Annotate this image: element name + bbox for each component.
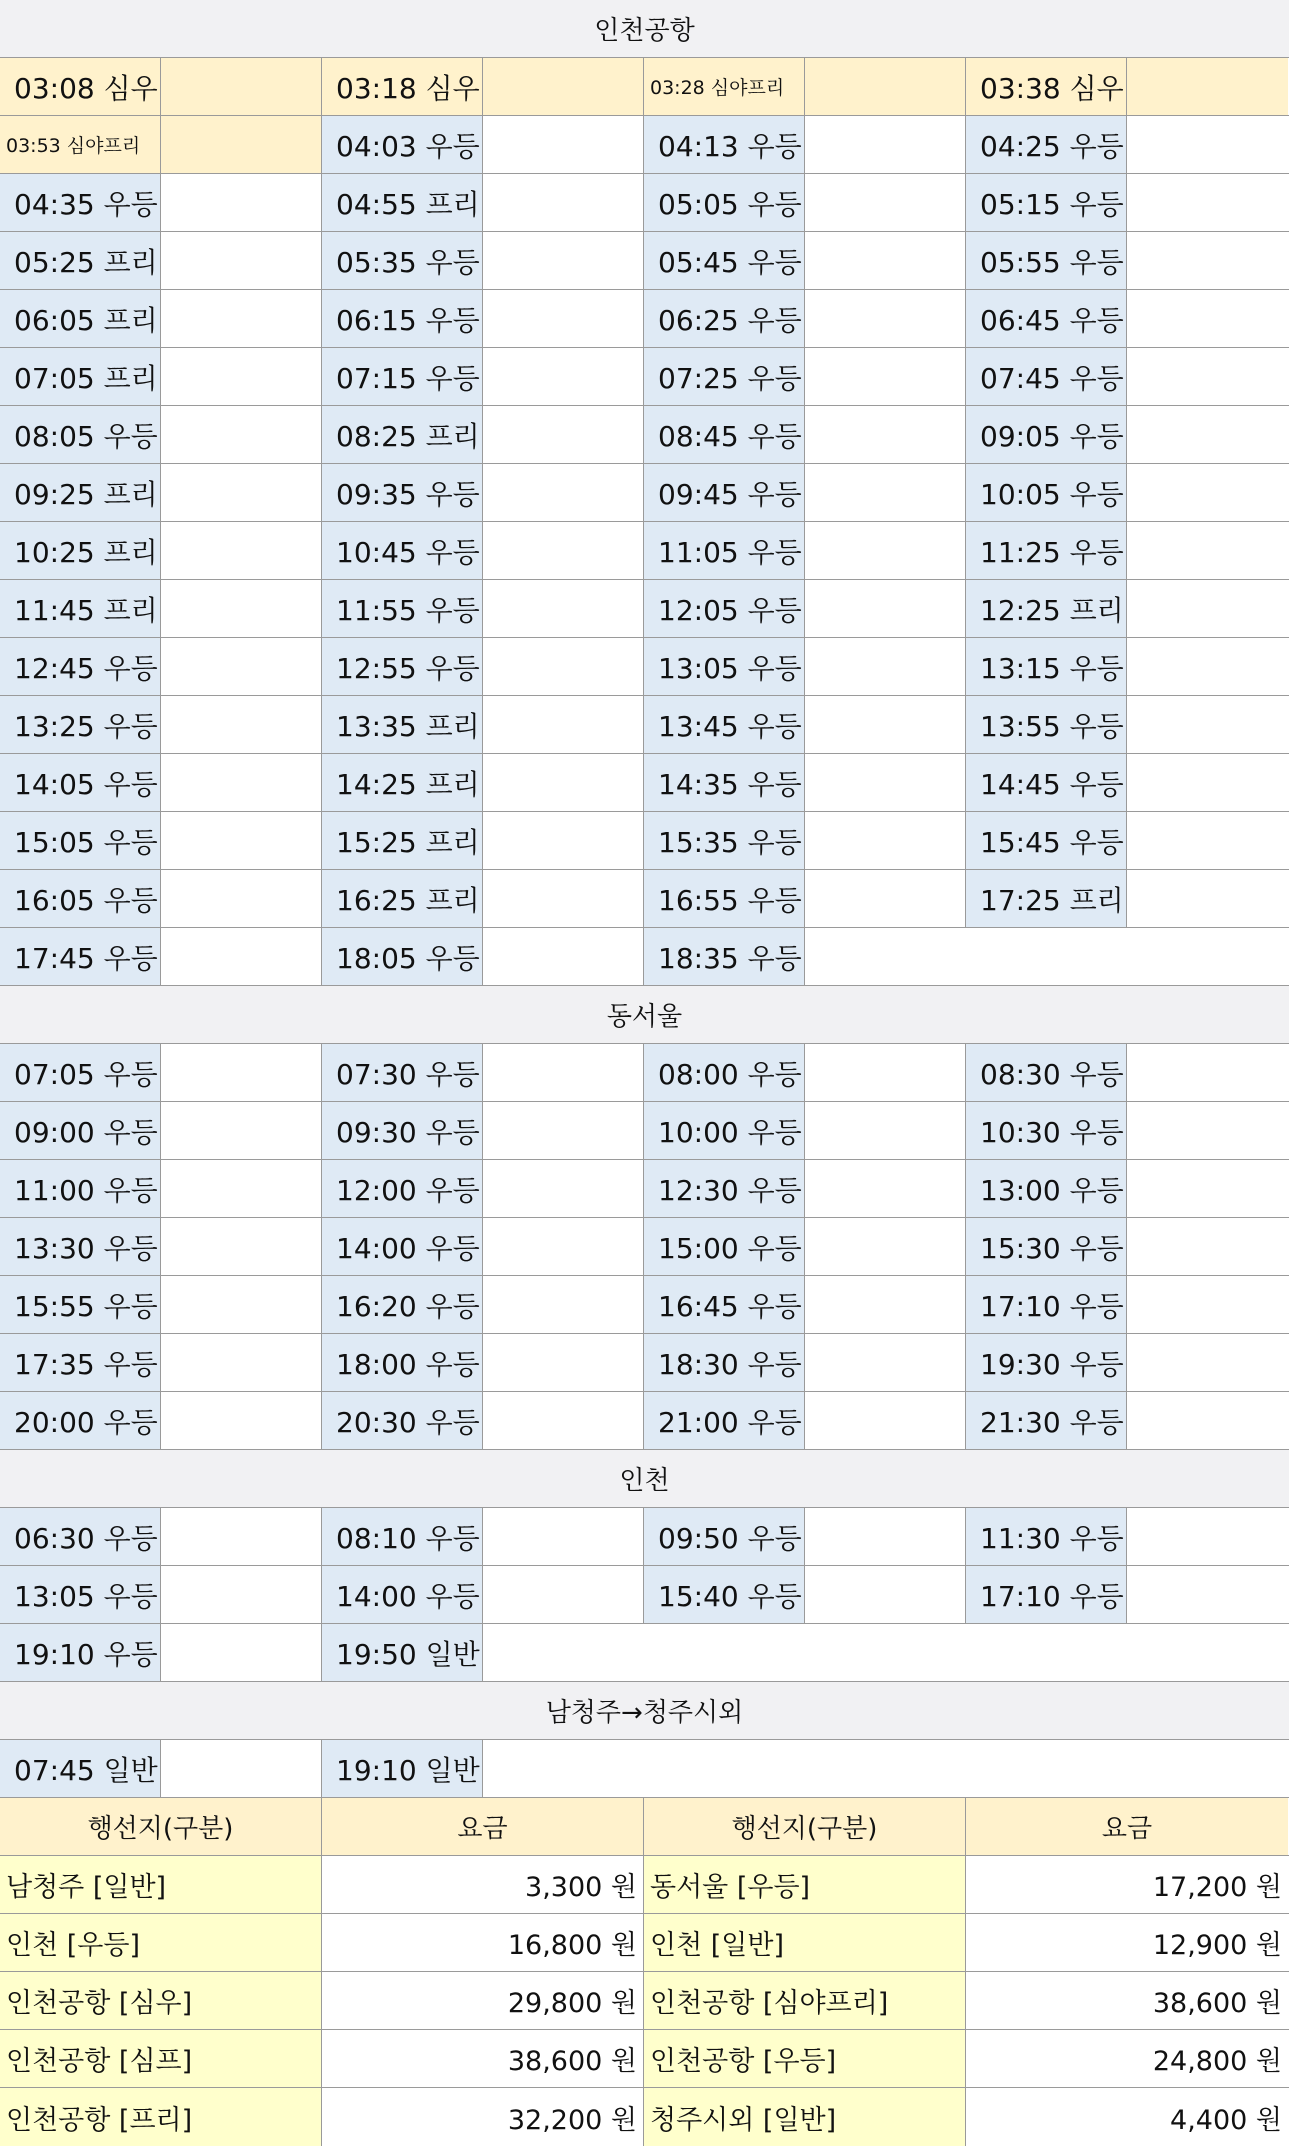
- empty-cell: [483, 406, 644, 463]
- departure-time: 15:40 우등: [644, 1566, 805, 1623]
- empty-cell: [483, 696, 644, 753]
- departure-time: 08:10 우등: [322, 1508, 483, 1565]
- departure-time: 15:35 우등: [644, 812, 805, 869]
- departure-time: 14:00 우등: [322, 1218, 483, 1275]
- section-title: 인천: [619, 1466, 670, 1496]
- fare-price: 4,400 원: [966, 2088, 1288, 2146]
- departure-time: 15:45 우등: [966, 812, 1127, 869]
- empty-cell: [161, 580, 322, 637]
- empty-cell: [161, 1392, 322, 1449]
- departure-time: 17:25 프리: [966, 870, 1127, 927]
- fare-destination: 인천 [우등]: [0, 1914, 322, 1971]
- schedule-row: [0, 1740, 1289, 1798]
- empty-cell: [805, 1276, 966, 1333]
- empty-cell: [161, 290, 322, 347]
- departure-time: 04:13 우등: [644, 116, 805, 173]
- departure-time: 04:55 프리: [322, 174, 483, 231]
- departure-time: 13:30 우등: [0, 1218, 161, 1275]
- fare-price: 16,800 원: [322, 1914, 644, 1971]
- fare-column-header-destination: 행선지(구분): [0, 1798, 322, 1855]
- empty-cell: [483, 1276, 644, 1333]
- departure-time: 13:05 우등: [644, 638, 805, 695]
- departure-time: 05:05 우등: [644, 174, 805, 231]
- departure-time: 12:00 우등: [322, 1160, 483, 1217]
- schedule-row: [0, 928, 1289, 986]
- departure-time: 09:30 우등: [322, 1102, 483, 1159]
- empty-cell: [1127, 1044, 1288, 1101]
- empty-cell: [483, 1392, 644, 1449]
- departure-time: 13:25 우등: [0, 696, 161, 753]
- fare-column-header-price: 요금: [966, 1798, 1288, 1855]
- empty-cell: [161, 1102, 322, 1159]
- departure-time: 11:45 프리: [0, 580, 161, 637]
- empty-cell: [161, 522, 322, 579]
- empty-cell: [805, 406, 966, 463]
- empty-cell: [805, 348, 966, 405]
- empty-cell: [161, 1276, 322, 1333]
- departure-time: 19:50 일반: [322, 1624, 483, 1681]
- departure-time: 14:35 우등: [644, 754, 805, 811]
- empty-cell: [483, 812, 644, 869]
- empty-cell: [1127, 1392, 1288, 1449]
- empty-cell: [1127, 696, 1288, 753]
- departure-time: 11:30 우등: [966, 1508, 1127, 1565]
- departure-time: 14:05 우등: [0, 754, 161, 811]
- fare-row: [0, 2030, 1289, 2088]
- schedule-row: [0, 1334, 1289, 1392]
- departure-time: 05:25 프리: [0, 232, 161, 289]
- departure-time: 03:18 심우: [322, 58, 483, 115]
- departure-time: 11:55 우등: [322, 580, 483, 637]
- empty-cell: [161, 812, 322, 869]
- departure-time: 19:30 우등: [966, 1334, 1127, 1391]
- fare-destination: 인천공항 [우등]: [644, 2030, 966, 2087]
- departure-time: 05:15 우등: [966, 174, 1127, 231]
- schedule-row: [0, 348, 1289, 406]
- empty-cell: [805, 1102, 966, 1159]
- departure-time: 10:30 우등: [966, 1102, 1127, 1159]
- empty-cell: [483, 580, 644, 637]
- fare-destination: 인천공항 [심프]: [0, 2030, 322, 2087]
- empty-cell: [805, 1508, 966, 1565]
- departure-time: 06:30 우등: [0, 1508, 161, 1565]
- empty-cell: [805, 812, 966, 869]
- empty-cell: [161, 58, 322, 115]
- empty-cell: [805, 464, 966, 521]
- section-header-incheon-airport: [0, 0, 1289, 58]
- departure-time: 05:55 우등: [966, 232, 1127, 289]
- departure-time: 04:03 우등: [322, 116, 483, 173]
- empty-cell: [805, 232, 966, 289]
- schedule-row: [0, 464, 1289, 522]
- departure-time: 07:05 우등: [0, 1044, 161, 1101]
- empty-cell: [483, 928, 644, 985]
- departure-time: 12:05 우등: [644, 580, 805, 637]
- departure-time: 17:35 우등: [0, 1334, 161, 1391]
- departure-time: 13:00 우등: [966, 1160, 1127, 1217]
- departure-time: 09:25 프리: [0, 464, 161, 521]
- departure-time: 17:10 우등: [966, 1276, 1127, 1333]
- empty-cell: [1127, 1218, 1288, 1275]
- departure-time: 17:45 우등: [0, 928, 161, 985]
- empty-cell: [1127, 1276, 1288, 1333]
- departure-time: 15:30 우등: [966, 1218, 1127, 1275]
- empty-cell: [161, 1044, 322, 1101]
- fare-price: 32,200 원: [322, 2088, 644, 2146]
- fare-price: 38,600 원: [966, 1972, 1288, 2029]
- departure-time: 19:10 우등: [0, 1624, 161, 1681]
- departure-time: 10:45 우등: [322, 522, 483, 579]
- section-header-dong-seoul: [0, 986, 1289, 1044]
- fare-column-header-price: 요금: [322, 1798, 644, 1855]
- empty-cell: [1127, 1334, 1288, 1391]
- departure-time: 04:25 우등: [966, 116, 1127, 173]
- schedule-row: [0, 58, 1289, 116]
- departure-time: 04:35 우등: [0, 174, 161, 231]
- schedule-row: [0, 522, 1289, 580]
- departure-time: 09:50 우등: [644, 1508, 805, 1565]
- schedule-row: [0, 1392, 1289, 1450]
- schedule-row: [0, 1624, 1289, 1682]
- fare-row: [0, 1914, 1289, 1972]
- empty-cell: [161, 348, 322, 405]
- schedule-row: [0, 638, 1289, 696]
- departure-time: 11:00 우등: [0, 1160, 161, 1217]
- fare-price: 38,600 원: [322, 2030, 644, 2087]
- empty-cell: [1127, 580, 1288, 637]
- empty-cell: [483, 232, 644, 289]
- empty-cell: [805, 1160, 966, 1217]
- fare-price: 12,900 원: [966, 1914, 1288, 1971]
- empty-cell: [1127, 638, 1288, 695]
- empty-cell: [161, 232, 322, 289]
- departure-time: 07:05 프리: [0, 348, 161, 405]
- departure-time: 19:10 일반: [322, 1740, 483, 1797]
- departure-time: 18:35 우등: [644, 928, 805, 985]
- empty-cell: [805, 58, 966, 115]
- departure-time: 16:05 우등: [0, 870, 161, 927]
- departure-time: 10:00 우등: [644, 1102, 805, 1159]
- departure-time: 07:15 우등: [322, 348, 483, 405]
- empty-cell: [161, 870, 322, 927]
- departure-time: 20:00 우등: [0, 1392, 161, 1449]
- fare-price: 29,800 원: [322, 1972, 644, 2029]
- empty-cell: [483, 870, 644, 927]
- empty-cell: [1127, 464, 1288, 521]
- empty-cell: [161, 1624, 322, 1681]
- empty-cell: [161, 464, 322, 521]
- empty-cell: [161, 1740, 322, 1797]
- empty-cell: [483, 116, 644, 173]
- empty-cell: [161, 1566, 322, 1623]
- departure-time: 20:30 우등: [322, 1392, 483, 1449]
- fare-destination: 인천 [일반]: [644, 1914, 966, 1971]
- empty-cell: [483, 1740, 1289, 1797]
- departure-time: 12:30 우등: [644, 1160, 805, 1217]
- departure-time: 08:25 프리: [322, 406, 483, 463]
- empty-cell: [805, 1218, 966, 1275]
- schedule-row: [0, 1102, 1289, 1160]
- section-title: 인천공항: [594, 16, 695, 46]
- departure-time: 06:05 프리: [0, 290, 161, 347]
- schedule-row: [0, 174, 1289, 232]
- empty-cell: [161, 928, 322, 985]
- empty-cell: [161, 754, 322, 811]
- departure-time: 15:25 프리: [322, 812, 483, 869]
- departure-time: 13:55 우등: [966, 696, 1127, 753]
- fare-header-row: [0, 1798, 1289, 1856]
- departure-time: 18:00 우등: [322, 1334, 483, 1391]
- empty-cell: [483, 638, 644, 695]
- departure-time: 10:25 프리: [0, 522, 161, 579]
- departure-time: 15:55 우등: [0, 1276, 161, 1333]
- empty-cell: [161, 116, 322, 173]
- empty-cell: [1127, 1102, 1288, 1159]
- empty-cell: [1127, 1508, 1288, 1565]
- schedule-row: [0, 812, 1289, 870]
- departure-time: 08:00 우등: [644, 1044, 805, 1101]
- fare-price: 17,200 원: [966, 1856, 1288, 1913]
- fare-price: 3,300 원: [322, 1856, 644, 1913]
- empty-cell: [1127, 1160, 1288, 1217]
- empty-cell: [805, 174, 966, 231]
- departure-time: 13:15 우등: [966, 638, 1127, 695]
- empty-cell: [483, 174, 644, 231]
- empty-cell: [805, 638, 966, 695]
- empty-cell: [483, 1044, 644, 1101]
- fare-price: 24,800 원: [966, 2030, 1288, 2087]
- fare-column-header-destination: 행선지(구분): [644, 1798, 966, 1855]
- schedule-row: [0, 1566, 1289, 1624]
- departure-time: 08:45 우등: [644, 406, 805, 463]
- empty-cell: [1127, 1566, 1288, 1623]
- departure-time: 16:45 우등: [644, 1276, 805, 1333]
- empty-cell: [805, 116, 966, 173]
- empty-cell: [483, 58, 644, 115]
- fare-destination: 인천공항 [심야프리]: [644, 1972, 966, 2029]
- departure-time: 18:05 우등: [322, 928, 483, 985]
- departure-time: 06:25 우등: [644, 290, 805, 347]
- empty-cell: [161, 638, 322, 695]
- empty-cell: [805, 1334, 966, 1391]
- schedule-row: [0, 754, 1289, 812]
- schedule-row: [0, 1508, 1289, 1566]
- departure-time: 07:30 우등: [322, 1044, 483, 1101]
- departure-time: 08:30 우등: [966, 1044, 1127, 1101]
- fare-destination: 인천공항 [심우]: [0, 1972, 322, 2029]
- empty-cell: [161, 1334, 322, 1391]
- empty-cell: [483, 348, 644, 405]
- empty-cell: [483, 464, 644, 521]
- empty-cell: [483, 1334, 644, 1391]
- schedule-row: [0, 1276, 1289, 1334]
- fare-destination: 청주시외 [일반]: [644, 2088, 966, 2146]
- departure-time: 12:45 우등: [0, 638, 161, 695]
- fare-destination: 동서울 [우등]: [644, 1856, 966, 1913]
- departure-time: 13:35 프리: [322, 696, 483, 753]
- empty-cell: [805, 696, 966, 753]
- departure-time: 14:25 프리: [322, 754, 483, 811]
- departure-time: 07:25 우등: [644, 348, 805, 405]
- empty-cell: [483, 754, 644, 811]
- empty-cell: [1127, 812, 1288, 869]
- schedule-row: [0, 1218, 1289, 1276]
- empty-cell: [1127, 348, 1288, 405]
- departure-time: 09:05 우등: [966, 406, 1127, 463]
- empty-cell: [805, 522, 966, 579]
- schedule-row: [0, 406, 1289, 464]
- empty-cell: [1127, 870, 1288, 927]
- schedule-row: [0, 580, 1289, 638]
- schedule-row: [0, 232, 1289, 290]
- empty-cell: [1127, 290, 1288, 347]
- schedule-row: [0, 116, 1289, 174]
- empty-cell: [161, 406, 322, 463]
- section-title: 남청주→청주시외: [545, 1698, 744, 1728]
- departure-time: 07:45 우등: [966, 348, 1127, 405]
- empty-cell: [483, 522, 644, 579]
- departure-time: 15:05 우등: [0, 812, 161, 869]
- departure-time: 09:35 우등: [322, 464, 483, 521]
- departure-time: 06:45 우등: [966, 290, 1127, 347]
- empty-cell: [805, 580, 966, 637]
- departure-time: 18:30 우등: [644, 1334, 805, 1391]
- empty-cell: [805, 870, 966, 927]
- empty-cell: [1127, 754, 1288, 811]
- empty-cell: [1127, 406, 1288, 463]
- schedule-row: [0, 290, 1289, 348]
- empty-cell: [1127, 232, 1288, 289]
- departure-time: 09:00 우등: [0, 1102, 161, 1159]
- departure-time: 05:35 우등: [322, 232, 483, 289]
- departure-time: 13:45 우등: [644, 696, 805, 753]
- empty-cell: [161, 1160, 322, 1217]
- empty-cell: [483, 290, 644, 347]
- empty-cell: [1127, 116, 1288, 173]
- departure-time: 15:00 우등: [644, 1218, 805, 1275]
- departure-time: 08:05 우등: [0, 406, 161, 463]
- empty-cell: [161, 696, 322, 753]
- empty-cell: [483, 1566, 644, 1623]
- empty-cell: [483, 1160, 644, 1217]
- departure-time: 03:28 심야프리: [644, 58, 805, 115]
- departure-time: 11:25 우등: [966, 522, 1127, 579]
- departure-time: 12:25 프리: [966, 580, 1127, 637]
- empty-cell: [805, 928, 1289, 985]
- departure-time: 03:08 심우: [0, 58, 161, 115]
- section-header-incheon: [0, 1450, 1289, 1508]
- empty-cell: [805, 1566, 966, 1623]
- empty-cell: [805, 1392, 966, 1449]
- departure-time: 03:53 심야프리: [0, 116, 161, 173]
- fare-destination: 인천공항 [프리]: [0, 2088, 322, 2146]
- empty-cell: [483, 1218, 644, 1275]
- departure-time: 07:45 일반: [0, 1740, 161, 1797]
- empty-cell: [161, 1508, 322, 1565]
- departure-time: 12:55 우등: [322, 638, 483, 695]
- departure-time: 14:45 우등: [966, 754, 1127, 811]
- departure-time: 09:45 우등: [644, 464, 805, 521]
- schedule-row: [0, 870, 1289, 928]
- departure-time: 17:10 우등: [966, 1566, 1127, 1623]
- departure-time: 10:05 우등: [966, 464, 1127, 521]
- departure-time: 05:45 우등: [644, 232, 805, 289]
- schedule-row: [0, 696, 1289, 754]
- departure-time: 03:38 심우: [966, 58, 1127, 115]
- empty-cell: [483, 1102, 644, 1159]
- section-header-namcheongju-cheongju: [0, 1682, 1289, 1740]
- schedule-row: [0, 1160, 1289, 1218]
- departure-time: 14:00 우등: [322, 1566, 483, 1623]
- empty-cell: [161, 1218, 322, 1275]
- schedule-row: [0, 1044, 1289, 1102]
- section-title: 동서울: [606, 1002, 683, 1032]
- departure-time: 13:05 우등: [0, 1566, 161, 1623]
- fare-destination: 남청주 [일반]: [0, 1856, 322, 1913]
- departure-time: 16:25 프리: [322, 870, 483, 927]
- departure-time: 16:55 우등: [644, 870, 805, 927]
- fare-row: [0, 1972, 1289, 2030]
- empty-cell: [483, 1624, 1289, 1681]
- empty-cell: [805, 290, 966, 347]
- fare-row: [0, 2088, 1289, 2146]
- departure-time: 21:00 우등: [644, 1392, 805, 1449]
- departure-time: 11:05 우등: [644, 522, 805, 579]
- empty-cell: [1127, 58, 1288, 115]
- departure-time: 21:30 우등: [966, 1392, 1127, 1449]
- empty-cell: [805, 754, 966, 811]
- empty-cell: [805, 1044, 966, 1101]
- departure-time: 16:20 우등: [322, 1276, 483, 1333]
- empty-cell: [1127, 522, 1288, 579]
- empty-cell: [1127, 174, 1288, 231]
- fare-row: [0, 1856, 1289, 1914]
- empty-cell: [483, 1508, 644, 1565]
- departure-time: 06:15 우등: [322, 290, 483, 347]
- empty-cell: [161, 174, 322, 231]
